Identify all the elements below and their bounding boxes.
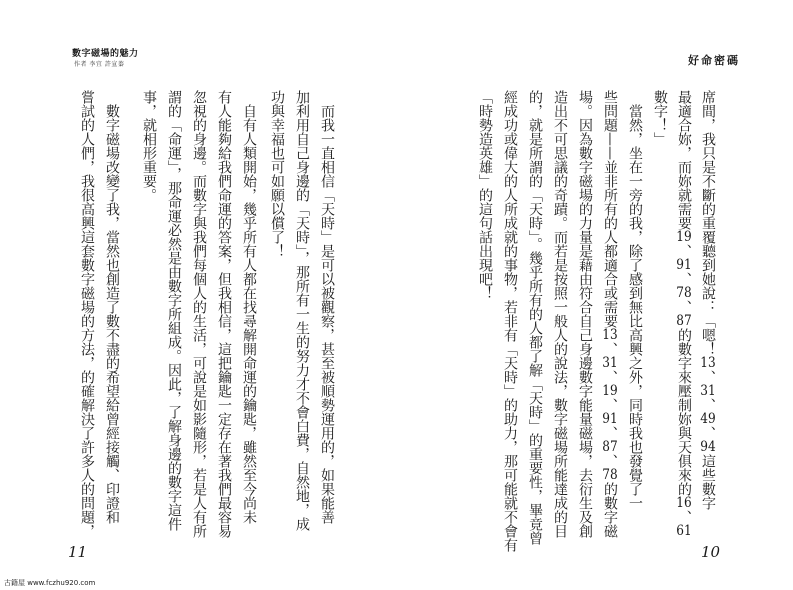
left-page	[0, 0, 396, 590]
numeral: 87	[676, 314, 692, 328]
text-column: 事，就相形重要。	[141, 90, 157, 202]
text-column: 有人能夠給我們命運的答案，但我相信，這把鑰匙一定存在著我們最容易	[216, 90, 232, 538]
text-column: 自有人類開始，幾乎所有人都在找尋解開命運的鑰匙，雖然至今尚未	[241, 104, 257, 524]
text-column: 數字！」	[652, 90, 668, 146]
text-column: 嘗試的人們，我很高興這套數字磁場的方法，的確解決了許多人的問題，	[79, 90, 95, 538]
text-column: 謂的「命運」，那命運必然是由數字所組成。因此，了解身邊的數字這件	[166, 90, 182, 531]
text-column: 當然，坐在一旁的我，除了感到無比高興之外，同時我也發覺了一	[627, 104, 643, 510]
numeral: 61	[676, 524, 692, 538]
text-column: 最適合妳，而妳就需要19、91、78、87的數字來壓制妳與天俱來的16、61	[676, 90, 692, 538]
numeral: 31	[700, 384, 716, 398]
numeral: 94	[700, 440, 716, 454]
text-column: 場。因為數字磁場的力量是藉由符合自己身邊數字能量磁場，去衍生及創	[577, 90, 593, 538]
text-column: 功與幸福也可如願以償了！	[269, 90, 285, 258]
text-column: 「時勢造英雄」的這句話出現吧！	[477, 90, 493, 300]
text-column: 而我一直相信「天時」是可以被觀察，甚至被順勢運用的，如果能善	[319, 104, 335, 524]
text-column: 的，就是所謂的「天時」。幾乎所有的人都了解「天時」的重要性，畢竟曾	[527, 90, 543, 545]
text-column: 經成功或偉大的人所成就的事物，若非有「天時」的助力，那可能就不會有	[502, 90, 518, 552]
text-column: 忽視的身邊。而數字與我們每個人的生活，可說是如影隨形，若是人有所	[191, 90, 207, 538]
text-column: 造出不可思議的奇蹟。而若是按照一般人的說法，數字磁場所能達成的目	[552, 90, 568, 538]
page-number: 11	[68, 543, 88, 561]
right-page	[396, 0, 793, 590]
numeral: 31	[602, 356, 618, 370]
numeral: 78	[676, 286, 692, 300]
numeral: 13	[602, 328, 618, 342]
watermark: 古籍屋 www.fczhu920.com	[4, 579, 96, 587]
numeral: 91	[676, 258, 692, 272]
running-title-chapter: 好命密碼	[688, 54, 740, 67]
numeral: 19	[602, 384, 618, 398]
running-title-book: 數字磁場的魅力	[72, 49, 139, 59]
author-line: 作者 李宜 許宣蓁	[74, 61, 125, 68]
numeral: 49	[700, 412, 716, 426]
numeral: 87	[602, 440, 618, 454]
numeral: 13	[700, 356, 716, 370]
text-column: 加利用自己身邊的「天時」，那所有一生的努力才不會白費，自然地，成	[294, 90, 310, 531]
numeral: 16	[676, 496, 692, 510]
text-column: 些問題——並非所有的人都適合或需要13、31、19、91、87、78的數字磁	[602, 90, 618, 538]
text-column: 數字磁場改變了我，當然也創造了數不盡的希望給曾經接觸、印證和	[104, 104, 120, 524]
numeral: 91	[602, 412, 618, 426]
numeral: 19	[676, 230, 692, 244]
text-column: 席間，我只是不斷的重覆聽到她說：「嗯！13、31、49、94這些數字	[700, 90, 716, 510]
numeral: 78	[602, 468, 618, 482]
page-number: 10	[701, 543, 721, 561]
